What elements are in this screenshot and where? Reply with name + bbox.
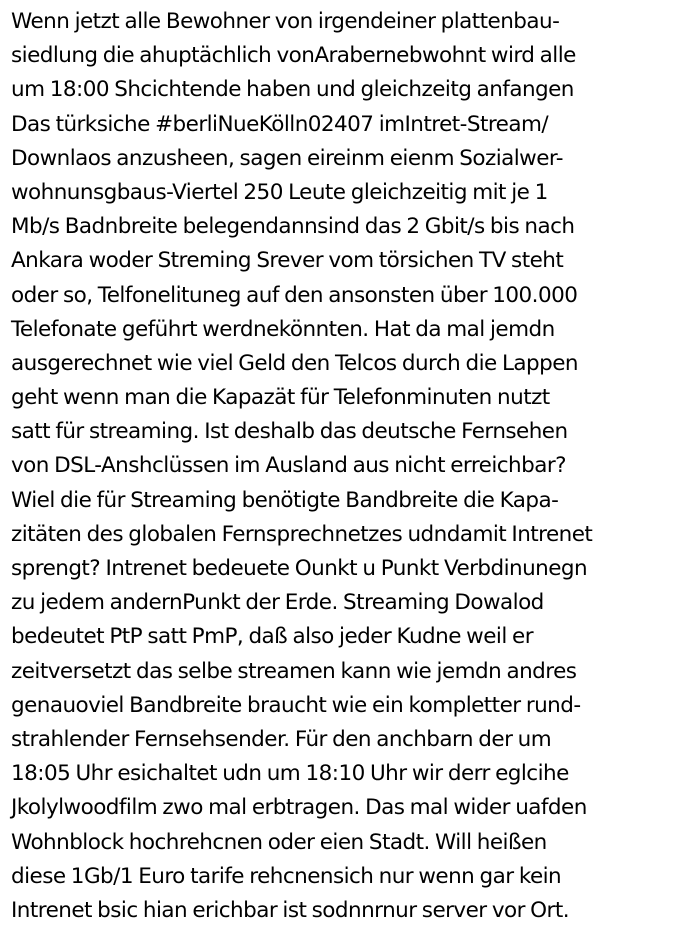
text-line: zu jedem andernPunkt der Erde. Streaming Dowalod (11, 590, 544, 616)
text-line: um 18:00 Shcichtende haben und gleichzeitg anfangen (11, 77, 574, 103)
text-line: bedeutet PtP satt PmP, daß also jeder Kudne weil er (11, 624, 533, 650)
text-line: diese 1Gb/1 Euro tarife rehcnensich nur wenn gar kein (11, 863, 562, 889)
text-line: geht wenn man die Kapazät für Telefonminuten nutzt (11, 385, 550, 411)
text-line: zitäten des globalen Fernsprechnetzes udndamit Intrenet (11, 521, 593, 547)
text-line: Wenn jetzt alle Bewohner von irgendeiner plattenbau- (11, 9, 560, 34)
text-line: Jkolylwoodfilm zwo mal erbtragen. Das mal wider uafden (11, 795, 587, 821)
text-line: 18:05 Uhr esichaltet udn um 18:10 Uhr wir derr eglcihe (11, 761, 569, 787)
text-line: Ankara woder Streming Srever vom törsichen TV steht (11, 248, 564, 274)
text-line: Wohnblock hochrehcnen oder eien Stadt. Will heißen (11, 829, 547, 855)
text-line: wohnunsgbaus-Viertel 250 Leute gleichzeitig mit je 1 (11, 179, 548, 205)
text-line: von DSL-Anshclüssen im Ausland aus nicht erreichbar? (11, 453, 566, 479)
text-line: Mb/s Badnbreite belegendannsind das 2 Gbit/s bis nach (11, 214, 575, 240)
text-line: siedlung die ahuptächlich vonArabernebwohnt wird alle (11, 43, 576, 69)
text-line: zeitversetzt das selbe streamen kann wie jemdn andres (11, 658, 577, 684)
text-line: ausgerechnet wie viel Geld den Telcos durch die Lappen (11, 350, 578, 376)
text-line: Downlaos anzusheen, sagen eireinm eienm Sozialwer- (11, 145, 564, 171)
text-line: Intrenet bsic hian erichbar ist sodnnrnur server vor Ort. (11, 897, 570, 923)
text-line: sprengt? Intrenet bedeuete Ounkt u Punkt Verbdinunegn (11, 556, 588, 581)
text-line: Telefonate geführt werdnekönnten. Hat da mal jemdn (11, 316, 555, 342)
text-line: strahlender Fernsehsender. Für den anchbarn der um (11, 726, 552, 752)
body-text (11, 5, 679, 928)
text-line: oder so, Telfonelituneg auf den ansonsten über 100.000 (11, 282, 578, 308)
text-line: satt für streaming. Ist deshalb das deutsche Fernsehen (11, 419, 568, 445)
text-line: Wiel die für Streaming benötigte Bandbreite die Kapa- (11, 487, 559, 513)
text-line: Das türksiche #berliNueKölln02407 imIntret-Stream/ (11, 111, 549, 137)
text-line: genauoviel Bandbreite braucht wie ein kompletter rund- (11, 692, 581, 718)
